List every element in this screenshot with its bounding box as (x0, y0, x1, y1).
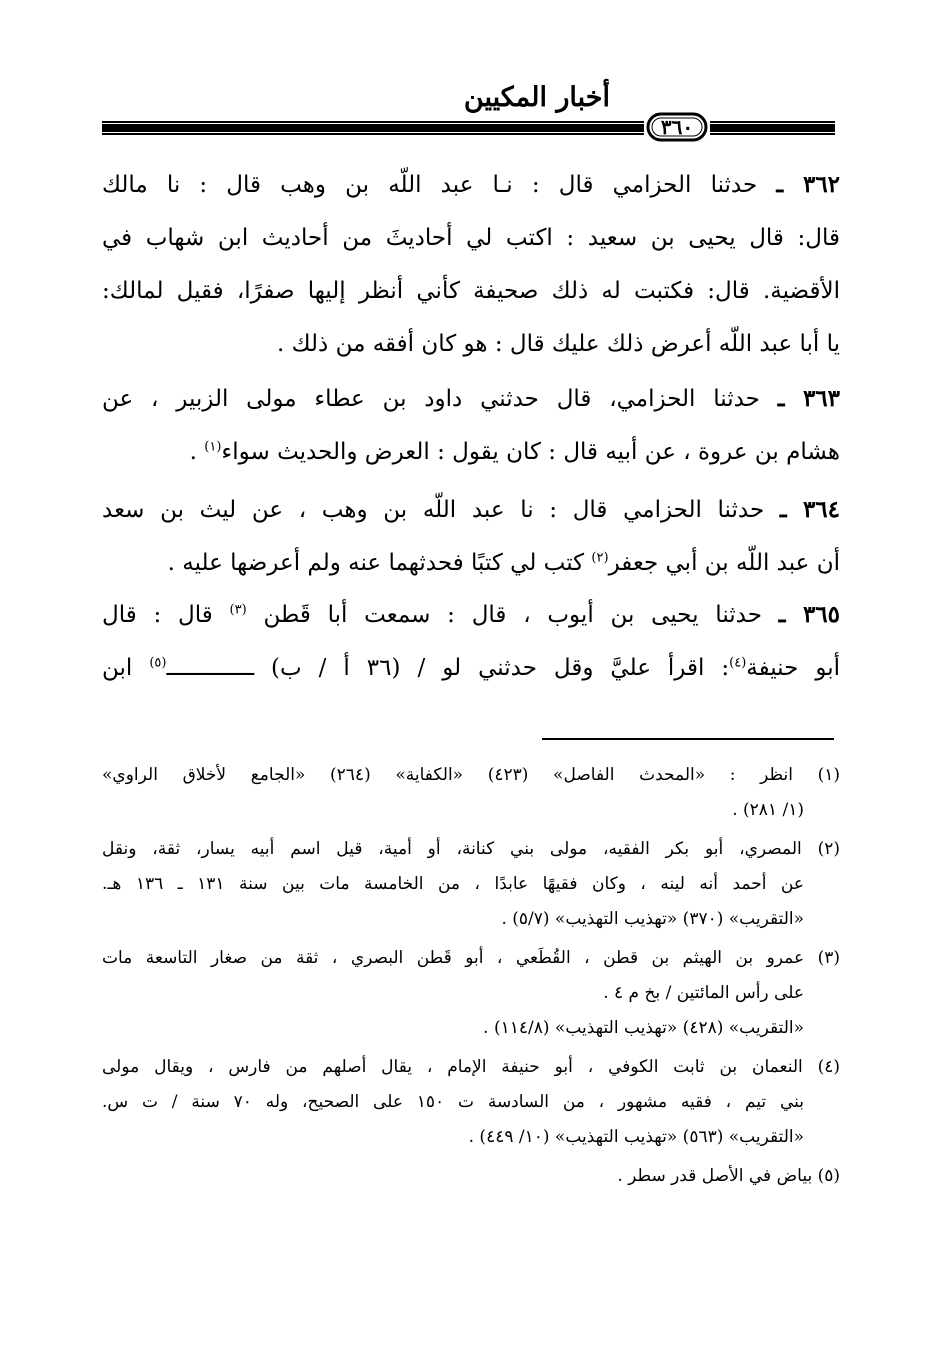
entry-text: قال : قال (102, 602, 213, 628)
footnote-line: على رأس المائتين / بخ م ٤ . (603, 983, 804, 1003)
footnote-line: (١) انظر : «المحدث الفاصل» (٤٢٣) «الكفاية» (٢٦٤) «الجامع لأخلاق الراوي» (102, 765, 840, 785)
footnote-1 (102, 758, 840, 828)
entry-line (102, 588, 840, 642)
footnote-line: (٢) المصري، أبو بكر الفقيه، مولى بني كنانة، أو أمية، قيل اسم أبيه يسار، ثقة، ونقل (102, 839, 840, 859)
hadith-entry-364 (102, 483, 840, 590)
entry-line (102, 426, 840, 479)
footnote-marker[interactable]: (٥) (149, 655, 167, 671)
entry-text: حدثنا الحزامي قال : نا عبد اللّه بن وهب ، عن ليث بن سعد (102, 497, 765, 523)
page-header-title: أخبار المكيين (463, 82, 610, 113)
entry-line: يا أبا عبد اللّه أعرض ذلك عليك قال : هو كان أفقه من ذلك . (277, 331, 840, 357)
entry-text: حدثنا يحيى بن أيوب ، قال : سمعت أبا قَطن (263, 602, 762, 628)
page-number-badge (646, 112, 708, 142)
entry-text: أبو حنيفة (746, 655, 840, 681)
entry-text: حدثنا الحزامي، قال حدثني داود بن عطاء مولى الزبير ، عن (102, 386, 760, 412)
footnote-line: بني تيم ، فقيه مشهور ، من السادسة ت ١٥٠ على الصحيح، وله ٧٠ سنة / ت س. (102, 1092, 804, 1112)
entry-line: قال: قال يحيى بن سعيد : اكتب لي أحاديثَ من أحاديث ابن شهاب في (102, 225, 840, 251)
entry-line (102, 537, 840, 590)
footnote-4 (102, 1050, 840, 1155)
entry-number: ٣٦٥ ـ (778, 601, 841, 628)
entry-number: ٣٦٤ ـ (779, 496, 840, 523)
entry-line: الأقضية. قال: فكتبت له ذلك صحيفة كأني أنظر إليها صفرًا، فقيل لمالك: (102, 278, 840, 304)
footnote-line: «التقريب» (٣٧٠) «تهذيب التهذيب» (٥/٧) . (501, 909, 804, 929)
hadith-entry-363 (102, 372, 840, 479)
header-rule-left (102, 120, 644, 135)
entry-text: حدثنا الحزامي قال : نـا عبد اللّه بن وهب قال : نا مالك (102, 172, 758, 198)
footnote-divider (542, 738, 834, 740)
footnote-line: (١/ ٢٨١) . (732, 800, 804, 820)
footnote-line: (٣) عمرو بن الهيثم بن قطن ، القُطَعي ، أبو قَطن البصري ، ثقة من صغار التاسعة مات (102, 948, 840, 968)
entry-text: كتب لي كتبًا فحدثهما عنه ولم أعرضها عليه . (167, 550, 585, 576)
entry-line (102, 642, 840, 695)
footnote-marker[interactable]: (٣) (229, 602, 247, 618)
footnotes-section (102, 758, 840, 1198)
entry-line (102, 372, 840, 426)
entry-text: أن عبد اللّه بن أبي جعفر (608, 550, 840, 576)
footnote-5 (102, 1159, 840, 1194)
entry-number: ٣٦٢ ـ (776, 171, 841, 198)
footnote-line: (٥) بياض في الأصل قدر سطر . (617, 1166, 840, 1186)
entry-line (102, 483, 840, 537)
entry-number: ٣٦٣ ـ (777, 385, 841, 412)
hadith-entry-365 (102, 588, 840, 695)
footnote-line: «التقريب» (٥٦٣) «تهذيب التهذيب» (١٠/ ٤٤٩) . (468, 1127, 804, 1147)
hadith-entry-362 (102, 158, 840, 371)
entry-text: ابن (102, 655, 133, 681)
entry-line (102, 158, 840, 212)
entry-text: . (189, 439, 205, 465)
footnote-line: «التقريب» (٤٢٨) «تهذيب التهذيب» (١١٤/٨) . (483, 1018, 804, 1038)
page-number: ٣٦٠ (660, 115, 694, 139)
footnote-3 (102, 941, 840, 1046)
footnote-marker[interactable]: (٤) (729, 655, 747, 671)
footnote-marker[interactable]: (١) (204, 439, 222, 455)
footnote-2 (102, 832, 840, 937)
footnote-marker[interactable]: (٢) (591, 550, 609, 566)
entry-text: : اقرأ عليَّ وقل حدثني لو / (٣٦ أ / ب) ـــــــــــــ (166, 655, 730, 681)
header-rule-right (710, 120, 835, 135)
footnote-line: (٤) النعمان بن ثابت الكوفي ، أبو حنيفة الإمام ، يقال أصلهم من فارس ، ويقال مولى (102, 1057, 840, 1077)
entry-text: هشام بن عروة ، عن أبيه قال : كان يقول : العرض والحديث سواء (221, 439, 840, 465)
footnote-line: عن أحمد أنه لينه ، وكان فقيهًا عابدًا ، من الخامسة مات بين سنة ١٣١ ـ ١٣٦ هـ. (102, 874, 804, 894)
